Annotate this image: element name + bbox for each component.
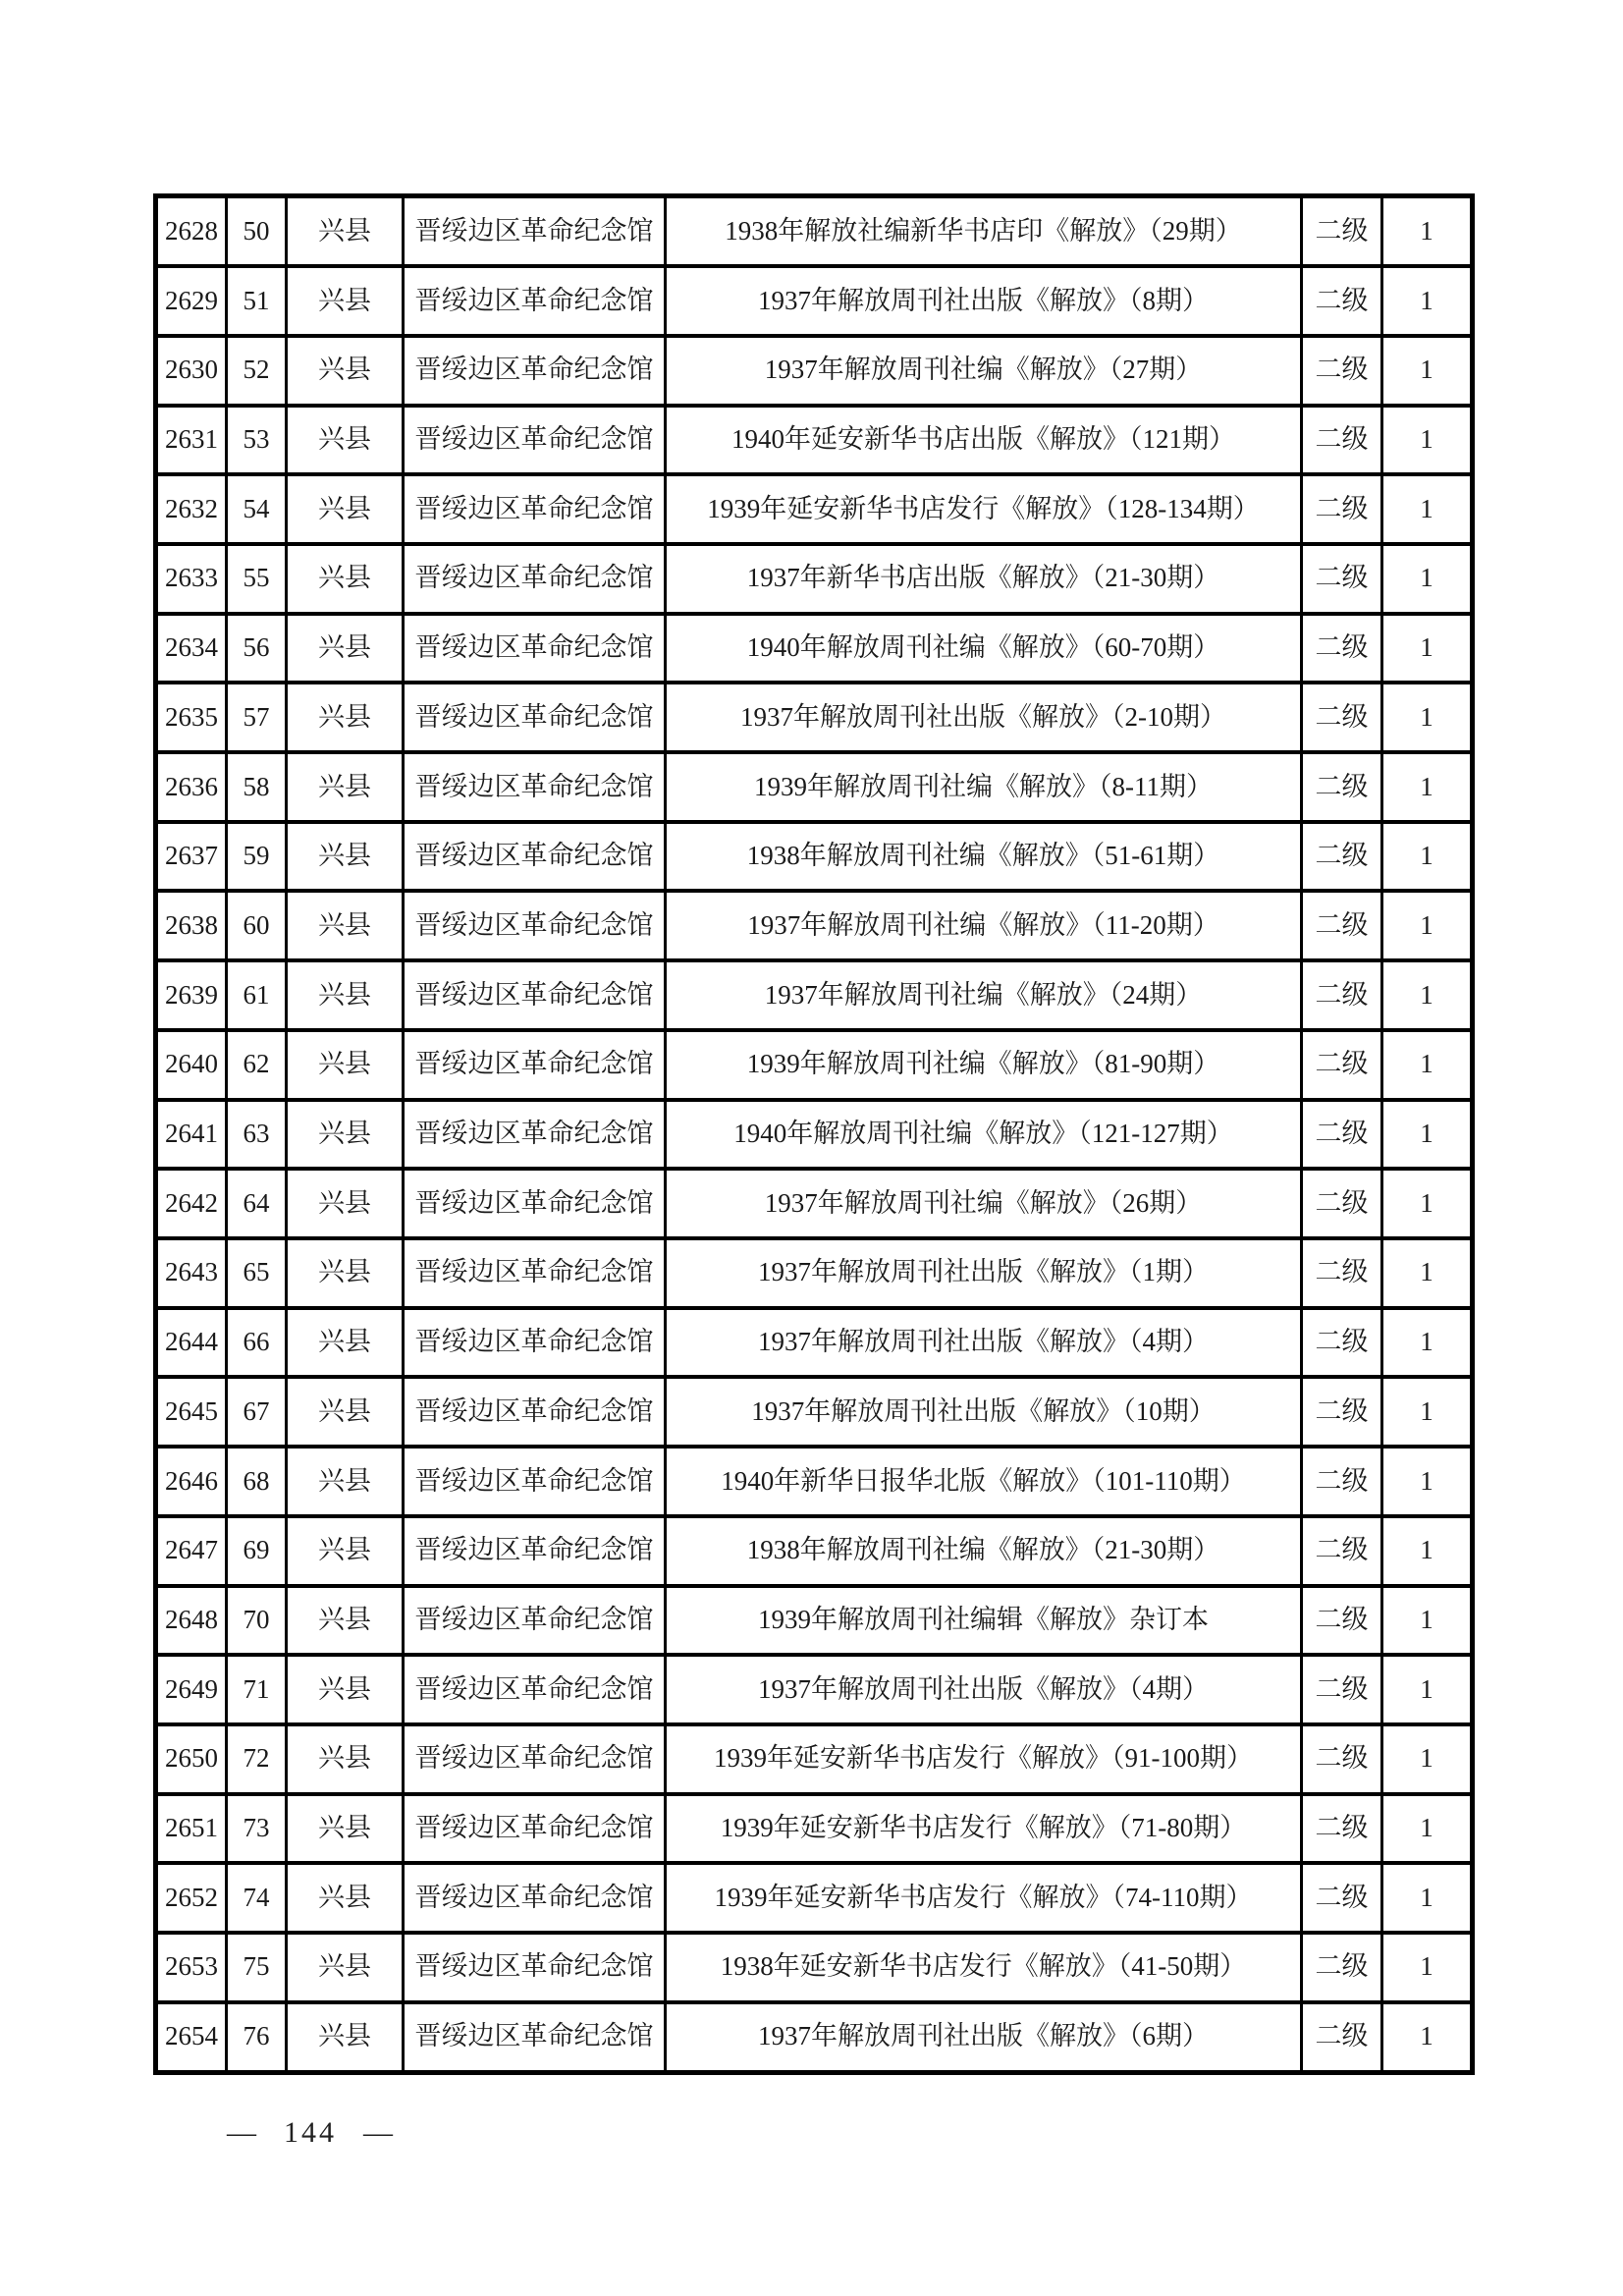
table-row bbox=[156, 683, 1473, 752]
cell-quantity: 1 bbox=[1382, 1169, 1473, 1238]
cell-quantity: 1 bbox=[1382, 2002, 1473, 2073]
cell-collection-unit: 晋绥边区革命纪念馆 bbox=[404, 1377, 666, 1447]
table-row bbox=[156, 752, 1473, 822]
cell-quantity: 1 bbox=[1382, 1238, 1473, 1308]
cell-quantity: 1 bbox=[1382, 1030, 1473, 1100]
cell-sequence-number: 65 bbox=[227, 1238, 287, 1308]
cell-county: 兴县 bbox=[287, 1933, 404, 2002]
cell-artifact-name: 1937年新华书店出版《解放》（21-30期） bbox=[666, 544, 1302, 614]
cell-grade: 二级 bbox=[1302, 1238, 1382, 1308]
cell-county: 兴县 bbox=[287, 406, 404, 475]
cell-collection-unit: 晋绥边区革命纪念馆 bbox=[404, 1169, 666, 1238]
cell-collection-unit: 晋绥边区革命纪念馆 bbox=[404, 196, 666, 267]
cell-quantity: 1 bbox=[1382, 1724, 1473, 1794]
cell-sequence-number: 54 bbox=[227, 474, 287, 544]
table-row bbox=[156, 1377, 1473, 1447]
cell-grade: 二级 bbox=[1302, 1308, 1382, 1378]
cell-collection-unit: 晋绥边区革命纪念馆 bbox=[404, 336, 666, 406]
cell-record-id: 2634 bbox=[156, 614, 227, 683]
cell-collection-unit: 晋绥边区革命纪念馆 bbox=[404, 1794, 666, 1864]
cell-collection-unit: 晋绥边区革命纪念馆 bbox=[404, 1863, 666, 1933]
cell-county: 兴县 bbox=[287, 1655, 404, 1724]
cell-record-id: 2642 bbox=[156, 1169, 227, 1238]
cell-county: 兴县 bbox=[287, 1516, 404, 1586]
cell-sequence-number: 51 bbox=[227, 266, 287, 336]
table-row bbox=[156, 1724, 1473, 1794]
cell-grade: 二级 bbox=[1302, 822, 1382, 892]
cell-record-id: 2646 bbox=[156, 1447, 227, 1516]
cell-quantity: 1 bbox=[1382, 1447, 1473, 1516]
cell-collection-unit: 晋绥边区革命纪念馆 bbox=[404, 822, 666, 892]
cell-record-id: 2638 bbox=[156, 891, 227, 960]
cell-county: 兴县 bbox=[287, 336, 404, 406]
cell-artifact-name: 1937年解放周刊社出版《解放》（4期） bbox=[666, 1655, 1302, 1724]
cell-artifact-name: 1937年解放周刊社编《解放》（24期） bbox=[666, 960, 1302, 1030]
table-row bbox=[156, 1863, 1473, 1933]
table-body bbox=[156, 196, 1473, 2073]
cell-collection-unit: 晋绥边区革命纪念馆 bbox=[404, 891, 666, 960]
cell-artifact-name: 1937年解放周刊社编《解放》（27期） bbox=[666, 336, 1302, 406]
cell-county: 兴县 bbox=[287, 822, 404, 892]
cell-collection-unit: 晋绥边区革命纪念馆 bbox=[404, 1030, 666, 1100]
cell-sequence-number: 71 bbox=[227, 1655, 287, 1724]
cell-collection-unit: 晋绥边区革命纪念馆 bbox=[404, 1308, 666, 1378]
cell-sequence-number: 57 bbox=[227, 683, 287, 752]
cell-quantity: 1 bbox=[1382, 196, 1473, 267]
cell-artifact-name: 1938年解放周刊社编《解放》（51-61期） bbox=[666, 822, 1302, 892]
cell-grade: 二级 bbox=[1302, 752, 1382, 822]
cell-record-id: 2654 bbox=[156, 2002, 227, 2073]
cell-county: 兴县 bbox=[287, 1377, 404, 1447]
cell-sequence-number: 60 bbox=[227, 891, 287, 960]
cell-grade: 二级 bbox=[1302, 1586, 1382, 1656]
table-row bbox=[156, 406, 1473, 475]
cell-artifact-name: 1937年解放周刊社编《解放》（26期） bbox=[666, 1169, 1302, 1238]
cell-sequence-number: 52 bbox=[227, 336, 287, 406]
cell-sequence-number: 75 bbox=[227, 1933, 287, 2002]
page-number: 144 bbox=[284, 2116, 337, 2149]
cell-grade: 二级 bbox=[1302, 614, 1382, 683]
cell-collection-unit: 晋绥边区革命纪念馆 bbox=[404, 960, 666, 1030]
cell-grade: 二级 bbox=[1302, 1100, 1382, 1170]
cell-artifact-name: 1937年解放周刊社编《解放》（11-20期） bbox=[666, 891, 1302, 960]
table-row bbox=[156, 1933, 1473, 2002]
cell-record-id: 2639 bbox=[156, 960, 227, 1030]
cell-sequence-number: 68 bbox=[227, 1447, 287, 1516]
cell-record-id: 2643 bbox=[156, 1238, 227, 1308]
cell-grade: 二级 bbox=[1302, 266, 1382, 336]
cell-quantity: 1 bbox=[1382, 752, 1473, 822]
cell-artifact-name: 1937年解放周刊社出版《解放》（2-10期） bbox=[666, 683, 1302, 752]
cell-artifact-name: 1940年延安新华书店出版《解放》（121期） bbox=[666, 406, 1302, 475]
cell-sequence-number: 69 bbox=[227, 1516, 287, 1586]
cell-grade: 二级 bbox=[1302, 1516, 1382, 1586]
footer-right-dash: — bbox=[363, 2116, 394, 2149]
cell-grade: 二级 bbox=[1302, 683, 1382, 752]
table-row bbox=[156, 336, 1473, 406]
cell-record-id: 2631 bbox=[156, 406, 227, 475]
cell-quantity: 1 bbox=[1382, 1308, 1473, 1378]
cell-collection-unit: 晋绥边区革命纪念馆 bbox=[404, 1516, 666, 1586]
cell-county: 兴县 bbox=[287, 1238, 404, 1308]
cell-quantity: 1 bbox=[1382, 1794, 1473, 1864]
cell-sequence-number: 61 bbox=[227, 960, 287, 1030]
table-row bbox=[156, 822, 1473, 892]
table-row bbox=[156, 1655, 1473, 1724]
cell-grade: 二级 bbox=[1302, 406, 1382, 475]
cell-county: 兴县 bbox=[287, 891, 404, 960]
cell-grade: 二级 bbox=[1302, 336, 1382, 406]
table-row bbox=[156, 960, 1473, 1030]
cell-sequence-number: 62 bbox=[227, 1030, 287, 1100]
table-row bbox=[156, 614, 1473, 683]
cell-sequence-number: 50 bbox=[227, 196, 287, 267]
cell-sequence-number: 66 bbox=[227, 1308, 287, 1378]
table-row bbox=[156, 266, 1473, 336]
cell-grade: 二级 bbox=[1302, 1794, 1382, 1864]
table-row bbox=[156, 1030, 1473, 1100]
cell-grade: 二级 bbox=[1302, 891, 1382, 960]
table-row bbox=[156, 1447, 1473, 1516]
cell-grade: 二级 bbox=[1302, 2002, 1382, 2073]
cell-record-id: 2651 bbox=[156, 1794, 227, 1864]
cell-collection-unit: 晋绥边区革命纪念馆 bbox=[404, 683, 666, 752]
cell-quantity: 1 bbox=[1382, 1377, 1473, 1447]
cell-county: 兴县 bbox=[287, 266, 404, 336]
cell-grade: 二级 bbox=[1302, 1933, 1382, 2002]
cell-county: 兴县 bbox=[287, 1100, 404, 1170]
cell-quantity: 1 bbox=[1382, 544, 1473, 614]
cell-grade: 二级 bbox=[1302, 544, 1382, 614]
cell-collection-unit: 晋绥边区革命纪念馆 bbox=[404, 614, 666, 683]
cell-artifact-name: 1939年延安新华书店发行《解放》（128-134期） bbox=[666, 474, 1302, 544]
cell-grade: 二级 bbox=[1302, 1447, 1382, 1516]
cell-record-id: 2645 bbox=[156, 1377, 227, 1447]
table-row bbox=[156, 1586, 1473, 1656]
table-row bbox=[156, 2002, 1473, 2073]
footer-left-dash: — bbox=[227, 2116, 257, 2149]
cell-record-id: 2644 bbox=[156, 1308, 227, 1378]
cell-record-id: 2647 bbox=[156, 1516, 227, 1586]
cultural-relics-table bbox=[153, 193, 1475, 2075]
cell-quantity: 1 bbox=[1382, 891, 1473, 960]
cell-artifact-name: 1939年延安新华书店发行《解放》（74-110期） bbox=[666, 1863, 1302, 1933]
cell-county: 兴县 bbox=[287, 196, 404, 267]
cell-grade: 二级 bbox=[1302, 1655, 1382, 1724]
cell-quantity: 1 bbox=[1382, 406, 1473, 475]
cell-county: 兴县 bbox=[287, 474, 404, 544]
cell-record-id: 2632 bbox=[156, 474, 227, 544]
cell-quantity: 1 bbox=[1382, 1863, 1473, 1933]
cell-collection-unit: 晋绥边区革命纪念馆 bbox=[404, 752, 666, 822]
cell-quantity: 1 bbox=[1382, 614, 1473, 683]
table-row bbox=[156, 1238, 1473, 1308]
cell-record-id: 2641 bbox=[156, 1100, 227, 1170]
cell-artifact-name: 1937年解放周刊社出版《解放》（8期） bbox=[666, 266, 1302, 336]
cell-collection-unit: 晋绥边区革命纪念馆 bbox=[404, 544, 666, 614]
cell-record-id: 2633 bbox=[156, 544, 227, 614]
table-row bbox=[156, 891, 1473, 960]
cell-collection-unit: 晋绥边区革命纪念馆 bbox=[404, 1447, 666, 1516]
cell-record-id: 2648 bbox=[156, 1586, 227, 1656]
cell-record-id: 2640 bbox=[156, 1030, 227, 1100]
cell-quantity: 1 bbox=[1382, 1933, 1473, 2002]
cell-artifact-name: 1939年延安新华书店发行《解放》（71-80期） bbox=[666, 1794, 1302, 1864]
cell-quantity: 1 bbox=[1382, 1516, 1473, 1586]
cell-sequence-number: 64 bbox=[227, 1169, 287, 1238]
cell-grade: 二级 bbox=[1302, 1724, 1382, 1794]
cell-artifact-name: 1939年延安新华书店发行《解放》（91-100期） bbox=[666, 1724, 1302, 1794]
cell-sequence-number: 70 bbox=[227, 1586, 287, 1656]
cell-artifact-name: 1940年解放周刊社编《解放》（60-70期） bbox=[666, 614, 1302, 683]
cell-county: 兴县 bbox=[287, 1794, 404, 1864]
cell-artifact-name: 1938年延安新华书店发行《解放》（41-50期） bbox=[666, 1933, 1302, 2002]
cell-county: 兴县 bbox=[287, 1724, 404, 1794]
cell-collection-unit: 晋绥边区革命纪念馆 bbox=[404, 1238, 666, 1308]
cell-grade: 二级 bbox=[1302, 474, 1382, 544]
cell-quantity: 1 bbox=[1382, 1586, 1473, 1656]
cell-quantity: 1 bbox=[1382, 336, 1473, 406]
cell-collection-unit: 晋绥边区革命纪念馆 bbox=[404, 474, 666, 544]
cell-record-id: 2629 bbox=[156, 266, 227, 336]
cell-county: 兴县 bbox=[287, 614, 404, 683]
cell-quantity: 1 bbox=[1382, 683, 1473, 752]
cell-record-id: 2653 bbox=[156, 1933, 227, 2002]
table-row bbox=[156, 1100, 1473, 1170]
cell-county: 兴县 bbox=[287, 1586, 404, 1656]
cell-county: 兴县 bbox=[287, 1447, 404, 1516]
cell-collection-unit: 晋绥边区革命纪念馆 bbox=[404, 1655, 666, 1724]
cell-grade: 二级 bbox=[1302, 1169, 1382, 1238]
cell-county: 兴县 bbox=[287, 1169, 404, 1238]
cell-artifact-name: 1939年解放周刊社编《解放》（8-11期） bbox=[666, 752, 1302, 822]
cell-collection-unit: 晋绥边区革命纪念馆 bbox=[404, 266, 666, 336]
page-footer bbox=[227, 2109, 394, 2157]
table-row bbox=[156, 1794, 1473, 1864]
cell-sequence-number: 58 bbox=[227, 752, 287, 822]
cell-grade: 二级 bbox=[1302, 1377, 1382, 1447]
cell-artifact-name: 1939年解放周刊社编辑《解放》杂订本 bbox=[666, 1586, 1302, 1656]
cell-quantity: 1 bbox=[1382, 1100, 1473, 1170]
cell-record-id: 2630 bbox=[156, 336, 227, 406]
cell-county: 兴县 bbox=[287, 544, 404, 614]
cell-artifact-name: 1937年解放周刊社出版《解放》（1期） bbox=[666, 1238, 1302, 1308]
cell-quantity: 1 bbox=[1382, 1655, 1473, 1724]
table-row bbox=[156, 196, 1473, 267]
cell-county: 兴县 bbox=[287, 2002, 404, 2073]
cell-artifact-name: 1937年解放周刊社出版《解放》（6期） bbox=[666, 2002, 1302, 2073]
cell-quantity: 1 bbox=[1382, 822, 1473, 892]
cell-record-id: 2636 bbox=[156, 752, 227, 822]
cell-record-id: 2652 bbox=[156, 1863, 227, 1933]
cell-quantity: 1 bbox=[1382, 960, 1473, 1030]
cell-sequence-number: 53 bbox=[227, 406, 287, 475]
cell-collection-unit: 晋绥边区革命纪念馆 bbox=[404, 1100, 666, 1170]
cell-collection-unit: 晋绥边区革命纪念馆 bbox=[404, 1724, 666, 1794]
cell-collection-unit: 晋绥边区革命纪念馆 bbox=[404, 1586, 666, 1656]
cell-county: 兴县 bbox=[287, 752, 404, 822]
table-row bbox=[156, 1308, 1473, 1378]
cell-grade: 二级 bbox=[1302, 960, 1382, 1030]
cell-record-id: 2637 bbox=[156, 822, 227, 892]
cell-grade: 二级 bbox=[1302, 1863, 1382, 1933]
cell-quantity: 1 bbox=[1382, 266, 1473, 336]
cell-grade: 二级 bbox=[1302, 1030, 1382, 1100]
cell-sequence-number: 63 bbox=[227, 1100, 287, 1170]
cell-county: 兴县 bbox=[287, 1308, 404, 1378]
cell-county: 兴县 bbox=[287, 1030, 404, 1100]
cell-record-id: 2628 bbox=[156, 196, 227, 267]
cell-county: 兴县 bbox=[287, 960, 404, 1030]
cell-sequence-number: 72 bbox=[227, 1724, 287, 1794]
cell-artifact-name: 1937年解放周刊社出版《解放》（10期） bbox=[666, 1377, 1302, 1447]
table-row bbox=[156, 474, 1473, 544]
cell-sequence-number: 76 bbox=[227, 2002, 287, 2073]
cell-sequence-number: 55 bbox=[227, 544, 287, 614]
cell-sequence-number: 56 bbox=[227, 614, 287, 683]
cell-quantity: 1 bbox=[1382, 474, 1473, 544]
cell-county: 兴县 bbox=[287, 683, 404, 752]
table-row bbox=[156, 544, 1473, 614]
cell-record-id: 2650 bbox=[156, 1724, 227, 1794]
cell-collection-unit: 晋绥边区革命纪念馆 bbox=[404, 1933, 666, 2002]
cell-collection-unit: 晋绥边区革命纪念馆 bbox=[404, 2002, 666, 2073]
cell-artifact-name: 1938年解放周刊社编《解放》（21-30期） bbox=[666, 1516, 1302, 1586]
cell-artifact-name: 1940年新华日报华北版《解放》（101-110期） bbox=[666, 1447, 1302, 1516]
cell-artifact-name: 1937年解放周刊社出版《解放》（4期） bbox=[666, 1308, 1302, 1378]
cell-sequence-number: 59 bbox=[227, 822, 287, 892]
cell-sequence-number: 67 bbox=[227, 1377, 287, 1447]
cell-grade: 二级 bbox=[1302, 196, 1382, 267]
cell-artifact-name: 1940年解放周刊社编《解放》（121-127期） bbox=[666, 1100, 1302, 1170]
table-row bbox=[156, 1169, 1473, 1238]
cell-artifact-name: 1939年解放周刊社编《解放》（81-90期） bbox=[666, 1030, 1302, 1100]
cell-record-id: 2649 bbox=[156, 1655, 227, 1724]
table-row bbox=[156, 1516, 1473, 1586]
cell-record-id: 2635 bbox=[156, 683, 227, 752]
cell-county: 兴县 bbox=[287, 1863, 404, 1933]
cell-sequence-number: 73 bbox=[227, 1794, 287, 1864]
cell-artifact-name: 1938年解放社编新华书店印《解放》（29期） bbox=[666, 196, 1302, 267]
cell-collection-unit: 晋绥边区革命纪念馆 bbox=[404, 406, 666, 475]
cell-sequence-number: 74 bbox=[227, 1863, 287, 1933]
